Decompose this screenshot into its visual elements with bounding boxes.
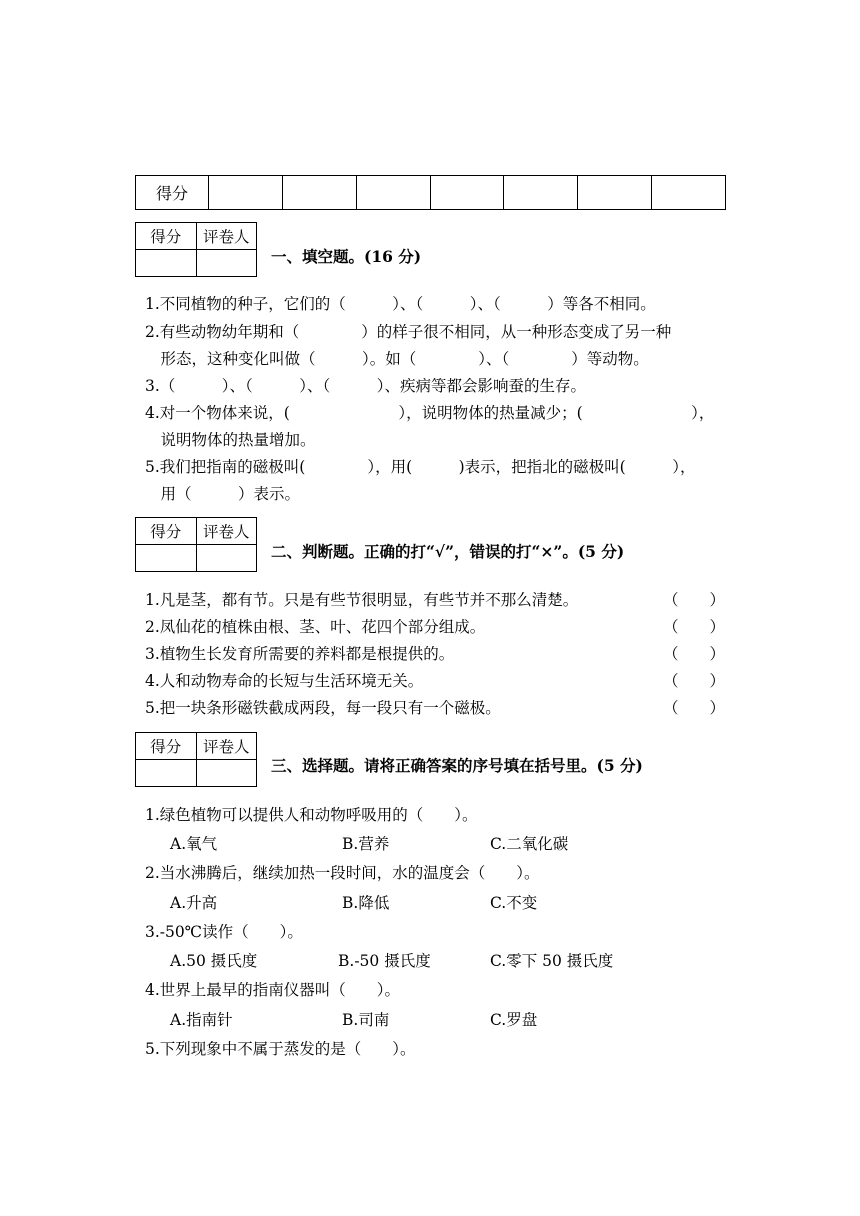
judge-answer-blank[interactable]: （ ）	[663, 618, 726, 636]
grader-label: 评卷人	[196, 733, 257, 760]
judge-item: 5.把一块条形磁铁截成两段，每一段只有一个磁极。	[145, 699, 501, 717]
choice-question: 3.-50℃读作（ ）。	[145, 923, 303, 941]
choice-question: 1.绿色植物可以提供人和动物呼吸用的（ ）。	[145, 806, 478, 824]
grader-score-cell[interactable]	[136, 250, 197, 277]
grader-name-cell[interactable]	[196, 545, 257, 572]
score-table	[135, 175, 726, 210]
score-cell[interactable]	[504, 176, 578, 210]
grader-box-1	[135, 222, 257, 277]
section-1-line: 形态，这种变化叫做（ ）。如（ ）、（ ）等动物。	[145, 350, 649, 368]
grader-box-3	[135, 732, 257, 787]
section-1-line: 1.不同植物的种子，它们的（ ）、（ ）、（ ）等各不相同。	[145, 295, 656, 313]
grader-score-cell[interactable]	[136, 545, 197, 572]
section-1-line: 5.我们把指南的磁极叫( ），用( )表示，把指北的磁极叫( ），	[145, 458, 696, 476]
section-1-line: 说明物体的热量增加。	[145, 431, 316, 449]
judge-item: 2.凤仙花的植株由根、茎、叶、花四个部分组成。	[145, 618, 486, 636]
section-1-line: 3.（ ）、（ ）、（ ）、疾病等都会影响蚕的生存。	[145, 377, 587, 395]
grader-score-label: 得分	[136, 223, 197, 250]
grader-label: 评卷人	[196, 518, 257, 545]
score-cell[interactable]	[652, 176, 726, 210]
grader-score-label: 得分	[136, 733, 197, 760]
section-1-line: 4.对一个物体来说，( ），说明物体的热量减少；( ），	[145, 404, 715, 422]
choice-option[interactable]: C.二氧化碳	[490, 835, 569, 853]
choice-option[interactable]: C.罗盘	[490, 1011, 538, 1029]
judge-answer-blank[interactable]: （ ）	[663, 699, 726, 717]
choice-option[interactable]: B.降低	[342, 894, 390, 912]
choice-question: 5.下列现象中不属于蒸发的是（ ）。	[145, 1040, 416, 1058]
section-1-title: 一、填空题。(16 分)	[271, 247, 422, 266]
judge-answer-blank[interactable]: （ ）	[663, 672, 726, 690]
section-1-line: 用（ ）表示。	[145, 485, 301, 503]
choice-option[interactable]: B.司南	[342, 1011, 390, 1029]
choice-question: 4.世界上最早的指南仪器叫（ ）。	[145, 981, 401, 999]
grader-score-label: 得分	[136, 518, 197, 545]
grader-score-cell[interactable]	[136, 760, 197, 787]
score-cell[interactable]	[430, 176, 504, 210]
grader-label: 评卷人	[196, 223, 257, 250]
grader-name-cell[interactable]	[196, 250, 257, 277]
grader-name-cell[interactable]	[196, 760, 257, 787]
section-3-title: 三、选择题。请将正确答案的序号填在括号里。(5 分)	[271, 756, 643, 775]
score-cell[interactable]	[356, 176, 430, 210]
choice-option[interactable]: B.营养	[342, 835, 390, 853]
choice-option[interactable]: A.50 摄氏度	[170, 952, 258, 970]
grader-box-2	[135, 517, 257, 572]
choice-option[interactable]: C.不变	[490, 894, 538, 912]
section-1-line: 2.有些动物幼年期和（ ）的样子很不相同，从一种形态变成了另一种	[145, 323, 672, 341]
judge-item: 1.凡是茎，都有节。只是有些节很明显，有些节并不那么清楚。	[145, 591, 579, 609]
score-cell[interactable]	[578, 176, 652, 210]
choice-option[interactable]: A.升高	[170, 894, 218, 912]
judge-answer-blank[interactable]: （ ）	[663, 645, 726, 663]
score-label: 得分	[136, 176, 209, 210]
judge-item: 3.植物生长发育所需要的养料都是根提供的。	[145, 645, 455, 663]
choice-option[interactable]: C.零下 50 摄氏度	[490, 952, 614, 970]
choice-option[interactable]: B.-50 摄氏度	[338, 952, 431, 970]
judge-answer-blank[interactable]: （ ）	[663, 591, 726, 609]
choice-question: 2.当水沸腾后，继续加热一段时间，水的温度会（ ）。	[145, 864, 540, 882]
judge-item: 4.人和动物寿命的长短与生活环境无关。	[145, 672, 424, 690]
score-cell[interactable]	[282, 176, 356, 210]
score-cell[interactable]	[209, 176, 283, 210]
section-2-title: 二、判断题。正确的打“√”，错误的打“×”。(5 分)	[271, 542, 625, 561]
choice-option[interactable]: A.氧气	[170, 835, 218, 853]
choice-option[interactable]: A.指南针	[170, 1011, 233, 1029]
